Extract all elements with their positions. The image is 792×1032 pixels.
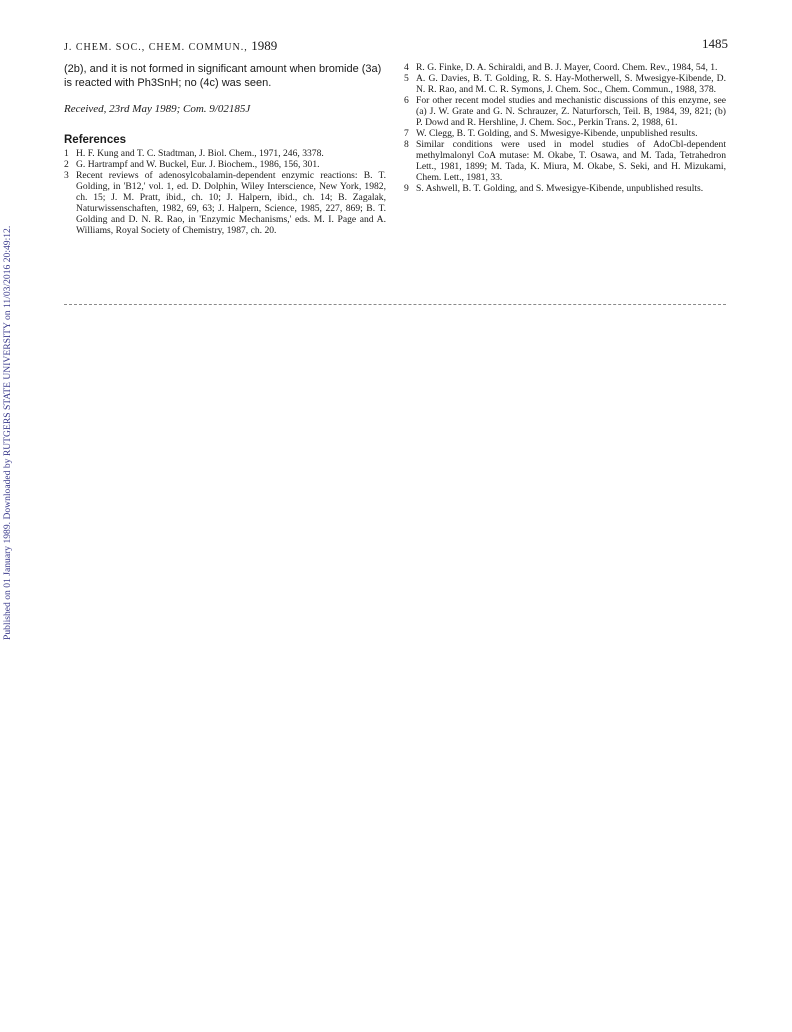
reference-text: Similar conditions were used in model studies of AdoCbl-dependent methylmalonyl CoA mutase: M. Okabe, T. Osawa, and M. Tada, Tetrahedron Lett., 1981, 1899; M. Tada, K. Miura, M. Okabe, S. Seki, and H. Mizukami, Chem. Lett., 1981, 33. (416, 139, 726, 183)
reference-text: A. G. Davies, B. T. Golding, R. S. Hay-Motherwell, S. Mwesigye-Kibende, D. N. R. Rao, and M. C. R. Symons, J. Chem. Soc., Chem. Commun., 1988, 378. (416, 73, 726, 95)
reference-7 (404, 128, 726, 139)
right-column (404, 62, 726, 194)
running-head (64, 38, 277, 54)
body-paragraph: (2b), and it is not formed in significant amount when bromide (3a) is reacted with Ph3SnH; no (4c) was seen. (64, 63, 382, 89)
reference-8 (404, 139, 726, 183)
reference-list-continued (404, 62, 726, 194)
section-rule (64, 304, 726, 305)
reference-text: R. G. Finke, D. A. Schiraldi, and B. J. Mayer, Coord. Chem. Rev., 1984, 54, 1. (416, 62, 718, 73)
journal-name: J. CHEM. SOC., CHEM. COMMUN., (64, 42, 248, 53)
reference-text: H. F. Kung and T. C. Stadtman, J. Biol. Chem., 1971, 246, 3378. (76, 148, 324, 159)
reference-text: G. Hartrampf and W. Buckel, Eur. J. Biochem., 1986, 156, 301. (76, 159, 320, 170)
reference-6 (404, 95, 726, 128)
reference-3 (64, 170, 386, 236)
reference-text: W. Clegg, B. T. Golding, and S. Mwesigye-Kibende, unpublished results. (416, 128, 698, 139)
reference-number: 6 (404, 95, 409, 106)
reference-number: 2 (64, 159, 69, 170)
reference-number: 7 (404, 128, 409, 139)
reference-number: 8 (404, 139, 409, 150)
reference-9 (404, 183, 726, 194)
reference-number: 4 (404, 62, 409, 73)
reference-number: 5 (404, 73, 409, 84)
references-heading: References (64, 134, 127, 146)
reference-text: S. Ashwell, B. T. Golding, and S. Mwesigye-Kibende, unpublished results. (416, 183, 704, 194)
journal-year: 1989 (251, 38, 278, 53)
reference-number: 1 (64, 148, 69, 159)
reference-text: For other recent model studies and mechanistic discussions of this enzyme, see (a) J. W. Grate and G. N. Schrauzer, Z. Naturforsch, Teil. B, 1984, 39, 821; (b) P. Dowd and R. Hershline, J. Chem. Soc., Perkin Trans. 2, 1988, 61. (416, 95, 726, 128)
reference-text: Recent reviews of adenosylcobalamin-dependent enzymic reactions: B. T. Golding, in 'B12,' vol. 1, ed. D. Dolphin, Wiley Interscience, New York, 1982, ch. 15; J. M. Pratt, ibid., ch. 10; J. Halpern, ibid., ch. 14; B. Zagalak, Naturwissenschaften, 1982, 69, 63; J. Halpern, Science, 1985, 227, 869; B. T. Golding and D. N. R. Rao, in 'Enzymic Mechanisms,' eds. M. I. Page and A. Williams, Royal Society of Chemistry, 1987, ch. 20. (76, 170, 386, 236)
reference-1 (64, 148, 386, 159)
reference-number: 9 (404, 183, 409, 194)
received-line: Received, 23rd May 1989; Com. 9/02185J (64, 103, 251, 115)
download-watermark-text: Published on 01 January 1989. Downloaded by RUTGERS STATE UNIVERSITY on 11/03/2016 20:49:12. (2, 225, 13, 640)
page-number: 1485 (702, 36, 728, 51)
reference-number: 3 (64, 170, 69, 181)
reference-2 (64, 159, 386, 170)
reference-4 (404, 62, 726, 73)
reference-list (64, 148, 386, 236)
left-column (64, 62, 386, 236)
reference-5 (404, 73, 726, 95)
download-watermark (2, 160, 18, 640)
